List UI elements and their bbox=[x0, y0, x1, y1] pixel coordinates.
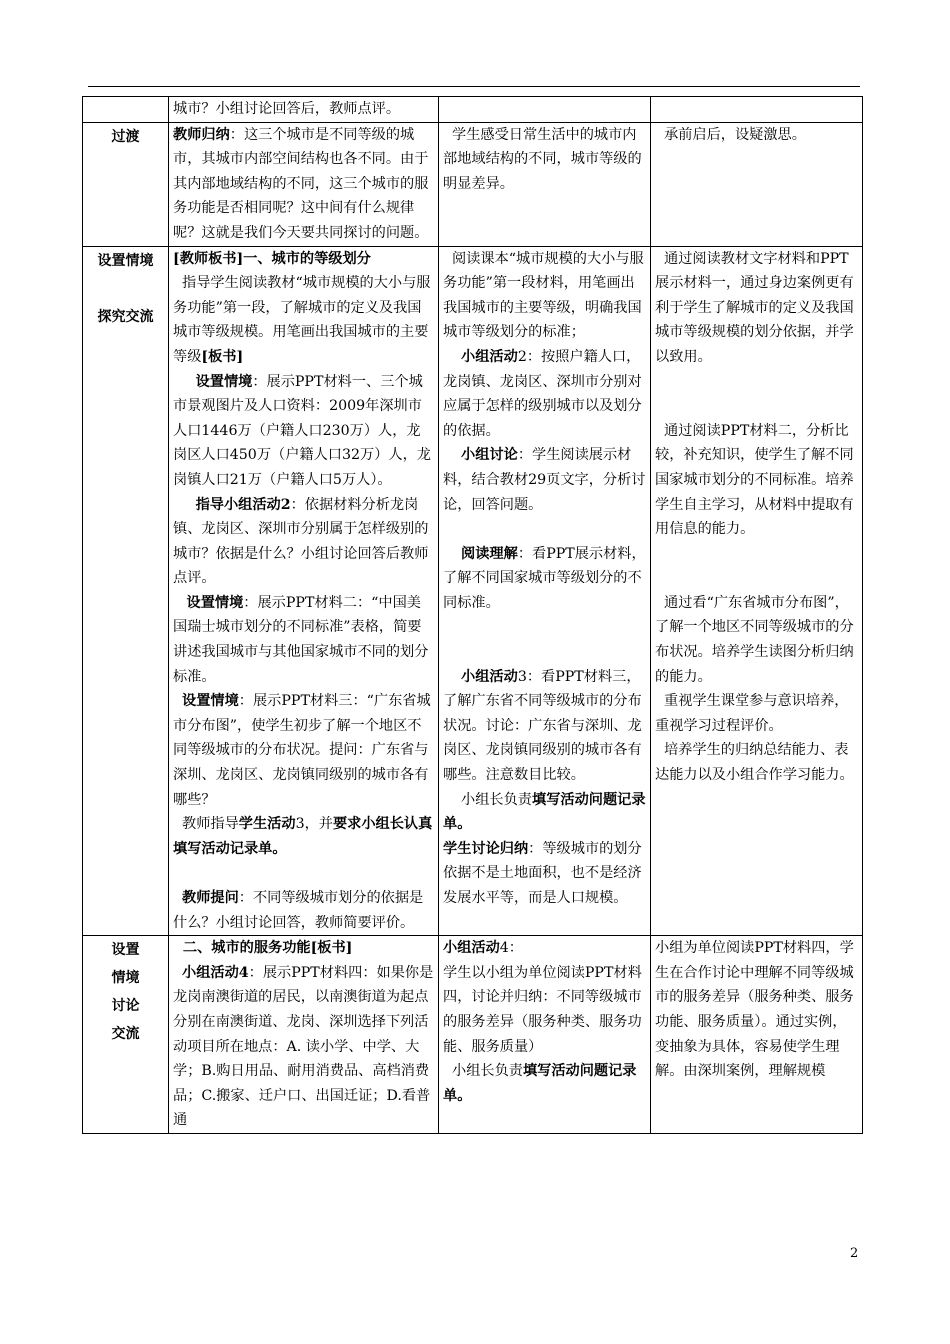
stage-label bbox=[87, 275, 164, 303]
text-run: ：展示PPT材料一、三个城市景观图片及人口资料：2009年深圳市人口1446万（户籍人口230万）人，龙岗区人口450万（户籍人口32万）人，龙岗镇人口21万（户籍人口5万人）。 bbox=[173, 373, 431, 488]
text-run: 学生以小组为单位阅读PPT材料四，讨论并归纳：不同等级城市的服务差异（服务种类、服务功能、服务质量） bbox=[443, 964, 642, 1055]
paragraph bbox=[443, 542, 646, 616]
text-run: 培养学生的归纳总结能力、表达能力以及小组合作学习能力。 bbox=[655, 742, 854, 784]
paragraph bbox=[655, 247, 858, 370]
teacher-activity-cell bbox=[169, 246, 439, 936]
text-run: 小组长负责 bbox=[443, 1063, 523, 1080]
text-run: ：看PPT展示材料，了解不同国家城市等级划分的不同标准。 bbox=[443, 545, 646, 611]
text-run: ：展示PPT材料四：如果你是龙岗南澳街道的居民，以南澳街道为起点分别在南澳街道、龙岗、深圳选择下列活动项目所在地点：A. 读小学、中学、大学；B.购日用品、耐用消费品、高档消费品；C.搬家、迁户口、出国迁证；D.看普通 bbox=[173, 964, 434, 1129]
text-run: 学生感受日常生活中的城市内部地域结构的不同，城市等级的明显差异。 bbox=[443, 126, 642, 192]
paragraph bbox=[443, 247, 646, 345]
text-run bbox=[173, 497, 196, 513]
bold-text: 二、城市的服务功能[板书] bbox=[173, 940, 353, 957]
paragraph bbox=[655, 591, 858, 689]
bold-text: 学生讨论归纳 bbox=[443, 840, 529, 857]
stage-label: 设置情境 bbox=[97, 252, 154, 269]
paragraph bbox=[173, 689, 434, 812]
teacher-activity-cell bbox=[169, 936, 439, 1134]
text-run bbox=[173, 595, 187, 611]
table-row bbox=[83, 97, 863, 123]
text-run: 教师指导 bbox=[173, 816, 239, 833]
stage-label: 讨论 bbox=[111, 998, 140, 1015]
text-run bbox=[443, 349, 461, 365]
paragraph bbox=[443, 837, 646, 911]
text-run: 3，并 bbox=[295, 816, 333, 833]
stage-label: 探究交流 bbox=[97, 308, 154, 325]
stage-cell bbox=[83, 97, 169, 123]
bold-text: [板书] bbox=[201, 348, 244, 365]
teacher-activity-cell bbox=[169, 97, 439, 123]
bold-text: 教师归纳 bbox=[173, 126, 230, 143]
text-run: ：学生阅读展示材料，结合教材29页文字，分析讨论，回答问题。 bbox=[443, 447, 646, 513]
text-run: 通过看“广东省城市分布图”，了解一个地区不同等级城市的分布状况。培养学生读图分析归纳的能力。 bbox=[655, 594, 854, 685]
bold-text: 阅读理解 bbox=[461, 545, 518, 562]
text-run: 3：看PPT材料三，了解广东省不同等级城市的分布状况。讨论：广东省与深圳、龙岗区、龙岗镇同级别的城市各有哪些。注意数目比较。 bbox=[443, 668, 642, 784]
bold-text: 设置情境 bbox=[195, 373, 253, 390]
blank-line bbox=[443, 517, 646, 542]
text-run bbox=[173, 693, 182, 709]
table-row bbox=[83, 122, 863, 246]
paragraph bbox=[443, 961, 646, 1059]
student-activity-cell bbox=[439, 122, 651, 246]
table-row bbox=[83, 246, 863, 936]
paragraph bbox=[655, 936, 858, 1084]
blank-line bbox=[655, 370, 858, 395]
paragraph bbox=[173, 271, 434, 369]
lesson-plan-table bbox=[82, 96, 863, 1134]
design-intent-cell bbox=[651, 936, 863, 1134]
bold-text: 填写活动问题记录单。 bbox=[443, 791, 646, 833]
stage-label: 过渡 bbox=[111, 128, 140, 145]
paragraph bbox=[443, 123, 646, 197]
text-run: 阅读课本“城市规模的大小与服务功能”第一段材料，用笔画出我国城市的主要等级，明确我国城市等级划分的标准； bbox=[443, 250, 644, 341]
design-intent-cell bbox=[651, 122, 863, 246]
paragraph bbox=[443, 1059, 646, 1108]
text-run: ：展示PPT材料二：“中国美国瑞士城市划分的不同标准”表格，简要讲述我国城市与其他国家城市不同的划分标准。 bbox=[173, 594, 429, 685]
text-run: 小组为单位阅读PPT材料四，学生在合作讨论中理解不同等级城市的服务差异（服务种类、服务功能、服务质量）。通过实例，变抽象为具体，容易使学生理解。由深圳案例，理解规模 bbox=[655, 940, 854, 1080]
paragraph bbox=[173, 936, 434, 961]
stage-label: 情境 bbox=[111, 970, 140, 987]
blank-line bbox=[173, 861, 434, 886]
text-run: 城市？小组讨论回答后，教师点评。 bbox=[173, 101, 401, 117]
paragraph bbox=[173, 97, 434, 122]
blank-line bbox=[443, 615, 646, 640]
paragraph bbox=[443, 443, 646, 517]
text-run: 小组长负责 bbox=[443, 791, 532, 808]
blank-line bbox=[655, 542, 858, 567]
text-run: 指导学生阅读教材“城市规模的大小与服务功能”第一段，了解城市的定义及我国城市等级规模。用笔画出我国城市的主要等级 bbox=[173, 275, 431, 365]
text-run: ：等级城市的划分依据不是土地面积，也不是经济发展水平等，而是人口规模。 bbox=[443, 840, 642, 906]
bold-text: 小组活动 bbox=[461, 668, 518, 685]
bold-text: 教师提问 bbox=[182, 890, 239, 906]
text-run: 通过阅读PPT材料二，分析比较，补充知识，使学生了解不同国家城市划分的不同标准。培养学生自主学习，从材料中提取有用信息的能力。 bbox=[655, 422, 854, 538]
bold-text: 要求小组长认真填写活动记录单。 bbox=[173, 816, 433, 857]
text-run: ：不同等级城市划分的依据是什么？小组讨论回答，教师简要评价。 bbox=[173, 890, 424, 931]
bold-text: [教师板书]一、城市的等级划分 bbox=[173, 250, 371, 267]
bold-text: 小组活动 bbox=[461, 348, 518, 365]
bold-text: 小组讨论 bbox=[461, 447, 518, 464]
paragraph bbox=[443, 788, 646, 837]
bold-text: 小组活动4 bbox=[182, 964, 249, 981]
stage-label: 交流 bbox=[111, 1026, 140, 1043]
student-activity-cell bbox=[439, 97, 651, 123]
text-run: 2：按照户籍人口，龙岗镇、龙岗区、深圳市分别对应属于怎样的级别城市以及划分的依据。 bbox=[443, 348, 642, 439]
paragraph bbox=[655, 123, 858, 148]
blank-line bbox=[443, 640, 646, 665]
student-activity-cell bbox=[439, 246, 651, 936]
text-run bbox=[443, 669, 461, 685]
blank-line bbox=[655, 566, 858, 591]
page-number: 2 bbox=[850, 1246, 859, 1261]
paragraph bbox=[173, 370, 434, 493]
text-run bbox=[443, 546, 461, 562]
paragraph bbox=[655, 738, 858, 787]
paragraph bbox=[443, 345, 646, 443]
stage-cell bbox=[83, 936, 169, 1134]
bold-text: 填写活动问题记录单。 bbox=[443, 1063, 637, 1104]
bold-text: 小组活动 bbox=[443, 940, 500, 957]
teacher-activity-cell bbox=[169, 122, 439, 246]
paragraph bbox=[655, 689, 858, 738]
bold-text: 指导小组活动2 bbox=[195, 496, 291, 513]
stage-cell bbox=[83, 122, 169, 246]
text-run: 通过阅读教材文字材料和PPT展示材料一，通过身边案例更有利于学生了解城市的定义及我国城市等级规模的划分依据，并学以致用。 bbox=[655, 250, 854, 365]
text-run: 重视学生课堂参与意识培养，重视学习过程评价。 bbox=[655, 693, 849, 734]
bold-text: 设置情境 bbox=[182, 693, 239, 710]
text-run: ：展示PPT材料三：“广东省城市分布图”，使学生初步了解一个地区不同等级城市的分布状况。提问：广东省与深圳、龙岗区、龙岗镇同级别的城市各有哪些？ bbox=[173, 693, 431, 808]
table-row bbox=[83, 936, 863, 1134]
paragraph bbox=[443, 665, 646, 788]
paragraph bbox=[173, 247, 434, 272]
student-activity-cell bbox=[439, 936, 651, 1134]
paragraph bbox=[173, 961, 434, 1133]
paragraph bbox=[173, 493, 434, 591]
stage-cell bbox=[83, 246, 169, 936]
text-run bbox=[173, 374, 196, 390]
bold-text: 学生活动 bbox=[238, 816, 296, 833]
paragraph bbox=[173, 812, 434, 861]
design-intent-cell bbox=[651, 97, 863, 123]
blank-line bbox=[655, 394, 858, 419]
header-rule bbox=[88, 86, 860, 87]
text-run: 承前启后，设疑激思。 bbox=[655, 126, 806, 143]
bold-text: 设置情境 bbox=[186, 594, 244, 611]
stage-label: 设置 bbox=[111, 942, 140, 959]
text-run: 4： bbox=[499, 940, 523, 957]
paragraph bbox=[173, 123, 434, 246]
paragraph bbox=[173, 886, 434, 935]
text-run bbox=[173, 890, 182, 906]
paragraph bbox=[655, 419, 858, 542]
text-run bbox=[173, 965, 182, 981]
text-run: ：依据材料分析龙岗镇、龙岗区、深圳市分别属于怎样级别的城市？依据是什么？小组讨论回答后教师点评。 bbox=[173, 496, 429, 587]
text-run bbox=[443, 447, 461, 463]
design-intent-cell bbox=[651, 246, 863, 936]
paragraph bbox=[173, 591, 434, 689]
text-run: ：这三个城市是不同等级的城市，其城市内部空间结构也各不同。由于其内部地域结构的不同，这三个城市的服务功能是否相同呢？这中间有什么规律呢？这就是我们今天要共同探讨的问题。 bbox=[173, 126, 429, 241]
paragraph bbox=[443, 936, 646, 961]
